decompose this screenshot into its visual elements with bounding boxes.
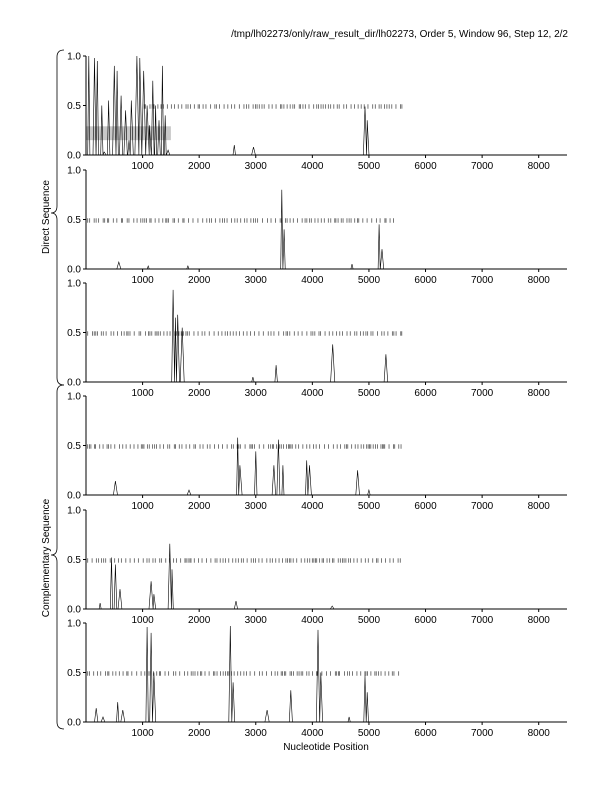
x-tick-label: 2000 [188,161,211,172]
x-tick-label: 4000 [301,615,324,626]
y-tick-label: 0.5 [67,668,81,679]
y-tick-label: 0.5 [67,328,81,339]
x-tick-label: 2000 [188,615,211,626]
x-tick-label: 3000 [244,161,267,172]
y-tick-label: 1.0 [67,505,81,517]
y-tick-label: 0.5 [67,441,81,452]
y-tick-label: 1.0 [67,618,81,630]
x-tick-label: 7000 [470,501,494,512]
x-tick-label: 5000 [357,388,381,399]
x-tick-label: 4000 [301,501,324,512]
x-tick-label: 3000 [244,388,267,399]
x-tick-label: 7000 [470,275,494,286]
y-tick-label: 0.0 [67,717,81,729]
x-tick-label: 8000 [527,728,550,739]
x-tick-label: 3000 [244,728,267,739]
y-tick-label: 0.5 [67,215,81,226]
score-line [86,190,567,269]
x-tick-label: 8000 [527,501,550,512]
x-tick-label: 5000 [357,275,381,286]
header-title: /tmp/lh02273/only/raw_result_dir/lh02273, Order 5, Window 96, Step 12, 2/2 [231,29,568,40]
x-tick-label: 1000 [131,388,154,399]
x-tick-label: 7000 [470,161,494,172]
x-tick-label: 6000 [414,501,437,512]
x-tick-label: 5000 [357,615,381,626]
x-tick-label: 1000 [131,501,154,512]
x-tick-label: 1000 [131,728,154,739]
x-tick-label: 8000 [527,615,550,626]
panel-2 [67,166,567,287]
y-tick-label: 1.0 [67,165,81,177]
x-tick-label: 2000 [188,728,211,739]
x-tick-label: 5000 [357,728,381,739]
y-tick-label: 1.0 [67,51,81,63]
score-line [86,544,567,609]
x-axis-label: Nucleotide Position [283,742,369,753]
x-tick-label: 1000 [131,275,154,286]
x-tick-label: 6000 [414,388,437,399]
y-tick-label: 0.0 [67,264,81,276]
x-tick-label: 5000 [357,161,381,172]
y-tick-label: 0.0 [67,150,81,162]
x-tick-label: 4000 [301,161,324,172]
x-tick-label: 8000 [527,275,550,286]
panel-1 [67,52,567,173]
x-tick-label: 1000 [131,615,154,626]
x-tick-label: 4000 [301,728,324,739]
x-tick-label: 3000 [244,501,267,512]
group-brace-complementary [51,385,64,729]
x-tick-label: 2000 [188,388,211,399]
score-line [86,290,567,382]
x-tick-label: 1000 [131,161,154,172]
x-tick-label: 6000 [414,161,437,172]
x-tick-label: 3000 [244,615,267,626]
x-tick-label: 6000 [414,615,437,626]
x-tick-label: 8000 [527,388,550,399]
x-tick-label: 4000 [301,275,324,286]
x-tick-label: 5000 [357,501,381,512]
x-tick-label: 7000 [470,615,494,626]
y-tick-label: 1.0 [67,278,81,290]
y-tick-label: 0.5 [67,101,81,112]
x-tick-label: 7000 [470,728,494,739]
x-tick-label: 2000 [188,501,211,512]
panels [67,52,567,740]
x-tick-label: 2000 [188,275,211,286]
x-tick-label: 6000 [414,275,437,286]
panel-3 [67,279,567,400]
y-tick-label: 0.0 [67,377,81,389]
group-label-complementary: Complementary Sequence [41,498,52,618]
x-tick-label: 4000 [301,388,324,399]
group-label-direct: Direct Sequence [41,180,52,254]
y-tick-label: 0.0 [67,490,81,502]
y-tick-label: 0.5 [67,555,81,566]
x-tick-label: 8000 [527,161,550,172]
group-brace-direct [51,50,64,385]
panel-5 [67,506,567,627]
y-tick-label: 1.0 [67,391,81,403]
x-tick-label: 6000 [414,728,437,739]
panel-6 [67,619,567,740]
panel-4 [67,392,567,513]
x-tick-label: 3000 [244,275,267,286]
y-tick-label: 0.0 [67,604,81,616]
score-line [86,438,567,495]
x-tick-label: 7000 [470,388,494,399]
